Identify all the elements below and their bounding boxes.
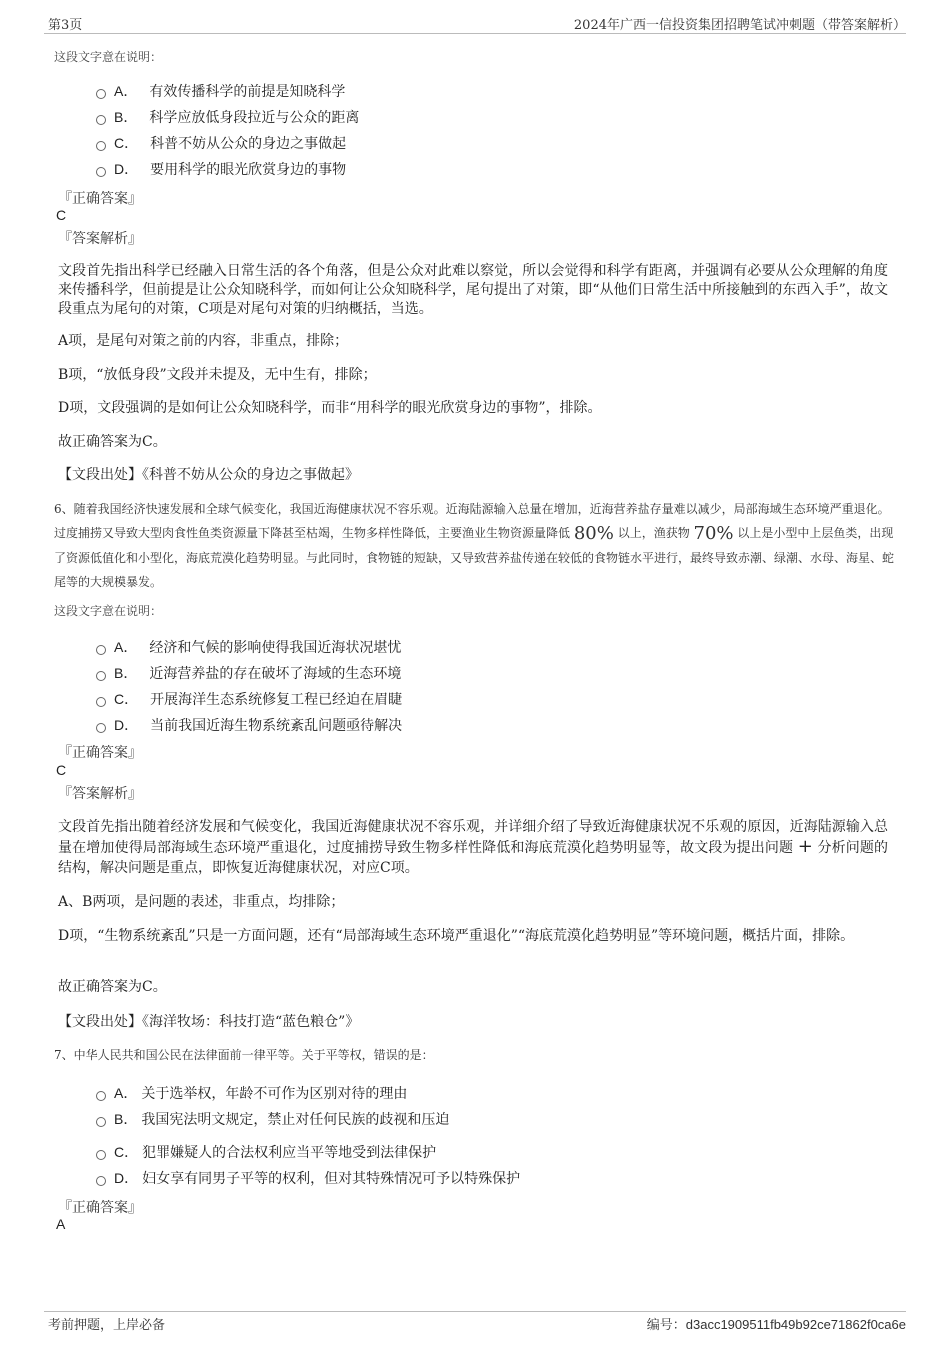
- q7-answer-label: 『正确答案』: [58, 1200, 142, 1216]
- footer-code-value: d3acc1909511fb49b92ce71862f0ca6e: [685, 1317, 906, 1332]
- radio-icon[interactable]: [96, 645, 106, 655]
- q6-analysis-part2: 分析问题的结构，解决问题是重点，即恢复近海健康状况，对应C项。: [58, 840, 889, 876]
- option-text: 近海营养盐的存在破坏了海域的生态环境: [149, 666, 402, 682]
- q6-option-a[interactable]: [96, 636, 401, 658]
- radio-icon[interactable]: [96, 1176, 106, 1186]
- q5-option-d[interactable]: [96, 158, 346, 180]
- option-text: 要用科学的眼光欣赏身边的事物: [150, 162, 347, 178]
- option-letter: D．: [114, 161, 139, 177]
- option-text: 犯罪嫌疑人的合法权利应当平等地受到法律保护: [142, 1145, 437, 1161]
- q6-analysis: [58, 817, 888, 878]
- radio-icon[interactable]: [96, 723, 106, 733]
- q6-analysis-label: 『答案解析』: [58, 786, 142, 802]
- radio-icon[interactable]: [96, 115, 106, 125]
- option-letter: D．: [114, 1170, 139, 1186]
- q6-answer-label: 『正确答案』: [58, 745, 142, 761]
- q5-source: 【文段出处】《科普不妨从公众的身边之事做起》: [58, 467, 359, 483]
- page-header: [0, 0, 950, 36]
- option-text: 妇女享有同男子平等的权利，但对其特殊情况可予以特殊保护: [142, 1171, 521, 1187]
- footer-code-label: 编号：: [646, 1318, 686, 1333]
- option-letter: D．: [114, 717, 139, 733]
- q6-option-c[interactable]: [96, 688, 402, 710]
- q5-point-d: D项，文段强调的是如何让公众知晓科学，而非“用科学的眼光欣赏身边的事物”，排除。: [58, 400, 602, 416]
- q7-answer: A: [56, 1216, 66, 1232]
- option-letter: A．: [114, 639, 138, 655]
- option-text: 我国宪法明文规定，禁止对任何民族的歧视和压迫: [141, 1112, 450, 1128]
- option-letter: C．: [114, 135, 139, 151]
- option-letter: B．: [114, 665, 138, 681]
- q6-answer: C: [56, 762, 67, 778]
- q7-stem: 7、中华人民共和国公民在法律面前一律平等。关于平等权，错误的是：: [54, 1048, 434, 1062]
- q6-percent-70: 70%: [693, 523, 734, 544]
- radio-icon[interactable]: [96, 1091, 106, 1101]
- option-letter: C．: [114, 691, 139, 707]
- radio-icon[interactable]: [96, 697, 106, 707]
- q6-stem-part1: 6、随着我国经济快速发展和全球气候变化，我国近海健康状况不容乐观。近海陆源输入总量在增加，近海营养盐存量难以减少，局部海域生态环境严重退化。过度捕捞又导致大型肉食性鱼类资源量下降甚至枯竭，生物多样性降低，主要渔业生物资源量降低: [54, 502, 890, 540]
- q7-option-d[interactable]: [96, 1167, 520, 1189]
- q6-prompt: 这段文字意在说明：: [54, 604, 163, 618]
- q6-option-d[interactable]: [96, 714, 402, 736]
- page-number: 第3页: [48, 18, 83, 33]
- option-text: 关于选举权，年龄不可作为区别对待的理由: [141, 1086, 408, 1102]
- q6-percent-80: 80%: [573, 523, 614, 544]
- q7-option-a[interactable]: [96, 1082, 407, 1104]
- q5-option-c[interactable]: [96, 132, 346, 154]
- plus-sign: +: [797, 836, 813, 857]
- radio-icon[interactable]: [96, 141, 106, 151]
- q6-conclusion: 故正确答案为C。: [58, 979, 167, 995]
- footer-divider: [44, 1311, 906, 1312]
- q6-point-ab: A、B两项，是问题的表述，非重点，均排除；: [58, 894, 345, 910]
- footer-slogan: 考前押题，上岸必备: [48, 1318, 166, 1333]
- q6-stem: [54, 497, 900, 594]
- option-letter: B．: [114, 109, 138, 125]
- option-letter: A．: [114, 83, 138, 99]
- option-text: 科普不妨从公众的身边之事做起: [150, 136, 347, 152]
- option-letter: A．: [114, 1085, 138, 1101]
- q6-point-d: D项，“生物系统紊乱”只是一方面问题，还有“局部海域生态环境严重退化”“海底荒漠化趋势明显”等环境问题，概括片面，排除。: [58, 928, 855, 944]
- radio-icon[interactable]: [96, 1150, 106, 1160]
- q7-option-c[interactable]: [96, 1141, 436, 1163]
- q5-point-b: B项，“放低身段”文段并未提及，无中生有，排除；: [58, 367, 377, 383]
- q5-prompt: 这段文字意在说明：: [54, 50, 163, 64]
- q6-source: 【文段出处】《海洋牧场：科技打造“蓝色粮仓”》: [58, 1014, 360, 1030]
- q5-analysis-label: 『答案解析』: [58, 231, 142, 247]
- header-divider: [44, 33, 906, 34]
- q6-option-b[interactable]: [96, 662, 401, 684]
- q5-option-b[interactable]: [96, 106, 359, 128]
- q5-option-a[interactable]: [96, 80, 345, 102]
- footer-code: [647, 1314, 906, 1333]
- q6-stem-part2: 以上，渔获物: [617, 526, 690, 540]
- q5-conclusion: 故正确答案为C。: [58, 434, 167, 450]
- option-text: 科学应放低身段拉近与公众的距离: [149, 110, 360, 126]
- radio-icon[interactable]: [96, 167, 106, 177]
- q6-analysis-part1: 文段首先指出随着经济发展和气候变化，我国近海健康状况不容乐观，并详细介绍了导致近海健康状况不乐观的原因，近海陆源输入总量在增加使得局部海域生态环境严重退化，过度捕捞导致生物多样性降低和海底荒漠化趋势明显等，故文段为提出问题: [58, 819, 888, 856]
- q6-stem-part3: 以上是小型中上层鱼类，出现了资源低值化和小型化，海底荒漠化趋势明显。与此同时，食物链的短缺，又导致营养盐传递在较低的食物链水平进行，最终导致赤潮、绿潮、水母、海星、蛇尾等的大规模暴发。: [54, 526, 895, 589]
- radio-icon[interactable]: [96, 89, 106, 99]
- document-title: 2024年广西一信投资集团招聘笔试冲刺题（带答案解析）: [573, 18, 906, 33]
- q7-option-b[interactable]: [96, 1108, 449, 1130]
- option-text: 经济和气候的影响使得我国近海状况堪忧: [149, 640, 402, 656]
- q5-answer-label: 『正确答案』: [58, 191, 142, 207]
- q5-answer: C: [56, 207, 67, 223]
- radio-icon[interactable]: [96, 671, 106, 681]
- option-letter: B．: [114, 1111, 138, 1127]
- q5-analysis: 文段首先指出科学已经融入日常生活的各个角落，但是公众对此难以察觉，所以会觉得和科学有距离，并强调有必要从公众理解的角度来传播科学，但前提是让公众知晓科学，而如何让公众知晓科学，尾句提出了对策，即“从他们日常生活中所接触到的东西入手”，故文段重点为尾句的对策，C项是对尾句对策的归纳概括，当选。: [58, 263, 888, 317]
- option-text: 当前我国近海生物系统紊乱问题亟待解决: [150, 718, 403, 734]
- option-text: 有效传播科学的前提是知晓科学: [149, 84, 346, 100]
- option-letter: C．: [114, 1144, 139, 1160]
- q5-point-a: A项，是尾句对策之前的内容，非重点，排除；: [58, 333, 349, 349]
- option-text: 开展海洋生态系统修复工程已经迫在眉睫: [150, 692, 403, 708]
- radio-icon[interactable]: [96, 1117, 106, 1127]
